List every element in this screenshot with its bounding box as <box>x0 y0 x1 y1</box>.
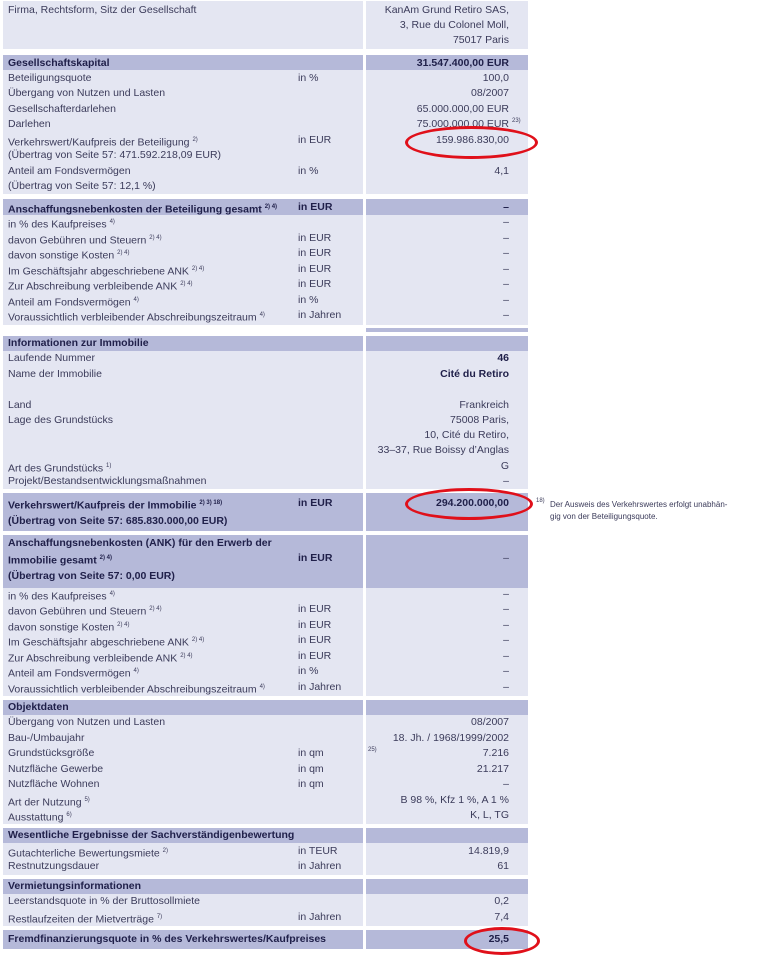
list-item-unit: in Jahren <box>298 309 342 321</box>
beteiligungsquote-unit: in % <box>298 72 319 84</box>
list-item-unit: in qm <box>298 763 324 775</box>
list-item-value: – <box>503 263 509 275</box>
list-item-unit: in qm <box>298 747 324 759</box>
grundstueck-footnote: 25) <box>368 747 377 753</box>
verkehrswert-beteiligung-unit: in EUR <box>298 134 332 146</box>
list-item: Art der Nutzung $^{5)}$ <box>8 796 90 809</box>
anteil-fondsvermoegen-unit: in % <box>298 165 319 177</box>
list-item-value: – <box>503 247 509 259</box>
list-item-value: – <box>503 588 509 600</box>
highlight-ellipse-fremdfinanzierung <box>464 927 540 955</box>
lage-line-2: 10, Cité du Retiro, <box>424 429 509 441</box>
list-item: in % des Kaufpreises $^{4)}$ <box>8 590 115 603</box>
uebergang-value: 08/2007 <box>471 87 509 99</box>
highlight-ellipse-verkehrswert <box>405 488 533 520</box>
lage-label: Lage des Grundstücks <box>8 414 114 426</box>
art-grundstueck-value: G <box>500 460 509 472</box>
list-item: Restnutzungsdauer <box>8 860 100 872</box>
list-item-value: – <box>503 309 509 321</box>
laufende-nummer-label: Laufende Nummer <box>8 352 95 364</box>
list-item: Restlaufzeiten der Mietverträge $^{7)}$ <box>8 913 163 926</box>
list-item: davon sonstige Kosten $^{2) 4)}$ <box>8 621 130 634</box>
ank-immobilie-title-2: Immobilie gesamt $^{2) 4)}$ <box>8 554 112 567</box>
list-item-unit: in EUR <box>298 263 332 275</box>
verkehrswert-note-line-2: gig von der Beteiligungsquote. <box>550 512 658 521</box>
list-item-unit: in % <box>298 294 319 306</box>
list-item: davon sonstige Kosten $^{2) 4)}$ <box>8 249 130 262</box>
list-item: Im Geschäftsjahr abgeschriebene ANK $^{2) 4)}$ <box>8 636 205 649</box>
ank-immobilie-value: – <box>503 552 509 564</box>
verkehrswert-beteiligung-value: 159.986.830,00 <box>436 134 509 146</box>
land-value: Frankreich <box>459 399 509 411</box>
art-grundstueck-label: Art des Grundstücks $^{1)}$ <box>8 462 112 475</box>
list-item: Im Geschäftsjahr abgeschriebene ANK $^{2) 4)}$ <box>8 265 205 278</box>
sachverstaendige-title: Wesentliche Ergebnisse der Sachverständigenbewertung <box>8 829 295 841</box>
list-item-unit: in EUR <box>298 603 332 615</box>
uebertrag-anteil: (Übertrag von Seite 57: 12,1 %) <box>8 180 156 192</box>
list-item-value: – <box>503 216 509 228</box>
verkehrswert-immobilie-value: 294.200.000,00 <box>436 497 509 509</box>
list-item-unit: in Jahren <box>298 911 342 923</box>
land-label: Land <box>8 399 32 411</box>
ank-beteiligung-value: – <box>503 201 509 213</box>
darlehen-footnote: 23) <box>512 118 521 124</box>
list-item-value: – <box>503 681 509 693</box>
gesellschafterdarlehen-label: Gesellschafterdarlehen <box>8 103 116 115</box>
list-item: Grundstücksgröße <box>8 747 95 759</box>
name-immobilie-label: Name der Immobilie <box>8 368 102 380</box>
verkehrswert-footnote-marker: 18) <box>536 498 545 504</box>
beteiligungsquote-value: 100,0 <box>482 72 509 84</box>
list-item-unit: in EUR <box>298 247 332 259</box>
laufende-nummer-value: 46 <box>497 352 509 364</box>
immobilie-title: Informationen zur Immobilie <box>8 337 149 349</box>
list-item: Voraussichtlich verbleibender Abschreibungszeitraum $^{4)}$ <box>8 683 265 696</box>
list-item-unit: in EUR <box>298 619 332 631</box>
anteil-fondsvermoegen-value: 4,1 <box>494 165 509 177</box>
lage-line-3: 33–37, Rue Boissy d’Anglas <box>377 444 509 456</box>
list-item-value: 08/2007 <box>471 716 509 728</box>
list-item: davon Gebühren und Steuern $^{2) 4)}$ <box>8 234 162 247</box>
darlehen-value: 75.000.000,00 EUR <box>416 118 509 130</box>
list-item-value: 7,4 <box>494 911 509 923</box>
list-item-value: – <box>503 603 509 615</box>
list-item-value: 61 <box>497 860 509 872</box>
fremdfinanzierung-value: 25,5 <box>488 933 509 945</box>
list-item: Voraussichtlich verbleibender Abschreibungszeitraum $^{4)}$ <box>8 311 265 324</box>
list-item-unit: in TEUR <box>298 845 338 857</box>
list-item-value: 14.819,9 <box>468 845 509 857</box>
list-item-value: – <box>503 634 509 646</box>
list-item: Anteil am Fondsvermögen $^{4)}$ <box>8 667 139 680</box>
list-item-unit: in % <box>298 665 319 677</box>
list-item-value: 21.217 <box>476 763 509 775</box>
gesellschaftskapital-title: Gesellschaftskapital <box>8 57 110 69</box>
uebergang-label: Übergang von Nutzen und Lasten <box>8 87 166 99</box>
verkehrswert-immobilie-title: Verkehrswert/Kaufpreis der Immobilie $^{2) 3) 18)}$ <box>8 499 223 512</box>
list-item-unit: in EUR <box>298 634 332 646</box>
list-item-value: – <box>503 650 509 662</box>
list-item-value: – <box>503 294 509 306</box>
anteil-fondsvermoegen-label: Anteil am Fondsvermögen <box>8 165 131 177</box>
list-item-value: 0,2 <box>494 895 509 907</box>
vermietung-title: Vermietungsinformationen <box>8 880 142 892</box>
list-item: in % des Kaufpreises $^{4)}$ <box>8 218 115 231</box>
highlight-ellipse-beteiligung <box>405 126 538 159</box>
ank-immobilie-unit: in EUR <box>298 552 333 564</box>
list-item: davon Gebühren und Steuern $^{2) 4)}$ <box>8 605 162 618</box>
list-item: Nutzfläche Gewerbe <box>8 763 104 775</box>
lage-line-1: 75008 Paris, <box>450 414 509 426</box>
firma-line-3: 75017 Paris <box>452 34 509 46</box>
firma-line-1: KanAm Grund Retiro SAS, <box>384 4 509 16</box>
fremdfinanzierung-title: Fremdfinanzierungsquote in % des Verkehrswertes/Kaufpreises <box>8 933 327 945</box>
list-item-value: 18. Jh. / 1968/1999/2002 <box>392 732 509 744</box>
list-item-value: – <box>503 232 509 244</box>
list-item: Anteil am Fondsvermögen $^{4)}$ <box>8 296 139 309</box>
darlehen-label: Darlehen <box>8 118 51 130</box>
gesellschaftskapital-value: 31.547.400,00 EUR <box>416 57 509 69</box>
list-item: Nutzfläche Wohnen <box>8 778 100 790</box>
gesellschafterdarlehen-value: 65.000.000,00 EUR <box>416 103 509 115</box>
list-item: Gutachterliche Bewertungsmiete $^{2)}$ <box>8 847 169 860</box>
ank-beteiligung-title: Anschaffungsnebenkosten der Beteiligung gesamt $^{2) 4)}$ <box>8 203 278 216</box>
projekt-value: – <box>503 475 509 487</box>
ank-immobilie-uebertrag: (Übertrag von Seite 57: 0,00 EUR) <box>8 570 175 582</box>
firma-label: Firma, Rechtsform, Sitz der Gesellschaft <box>8 4 197 16</box>
list-item-unit: in EUR <box>298 232 332 244</box>
list-item-value: – <box>503 619 509 631</box>
ank-beteiligung-unit: in EUR <box>298 201 333 213</box>
objektdaten-title: Objektdaten <box>8 701 69 713</box>
list-item: Zur Abschreibung verbleibende ANK $^{2) 4)}$ <box>8 652 193 665</box>
verkehrswert-note-line-1: Der Ausweis des Verkehrswertes erfolgt unabhän- <box>550 500 728 509</box>
list-item-unit: in Jahren <box>298 860 342 872</box>
list-item-unit: in EUR <box>298 278 332 290</box>
verkehrswert-beteiligung-label: Verkehrswert/Kaufpreis der Beteiligung $^{2)}$ <box>8 136 198 149</box>
list-item: Zur Abschreibung verbleibende ANK $^{2) 4)}$ <box>8 280 193 293</box>
list-item-value: – <box>503 778 509 790</box>
list-item-value: K, L, TG <box>470 809 509 821</box>
list-item-value: – <box>503 665 509 677</box>
verkehrswert-immobilie-unit: in EUR <box>298 497 333 509</box>
list-item: Leerstandsquote in % der Bruttosollmiete <box>8 895 201 907</box>
list-item: Bau-/Umbaujahr <box>8 732 85 744</box>
list-item-unit: in EUR <box>298 650 332 662</box>
projekt-label: Projekt/Bestandsentwicklungsmaßnahmen <box>8 475 207 487</box>
list-item: Übergang von Nutzen und Lasten <box>8 716 166 728</box>
ank-immobilie-title-1: Anschaffungsnebenkosten (ANK) für den Erwerb der <box>8 537 272 549</box>
list-item-unit: in qm <box>298 778 324 790</box>
firma-line-2: 3, Rue du Colonel Moll, <box>399 19 509 31</box>
list-item-value: – <box>503 278 509 290</box>
list-item-value: B 98 %, Kfz 1 %, A 1 % <box>400 794 509 806</box>
verkehrswert-immobilie-uebertrag: (Übertrag von Seite 57: 685.830.000,00 EUR) <box>8 515 228 527</box>
list-item: Ausstattung $^{6)}$ <box>8 811 72 824</box>
beteiligungsquote-label: Beteiligungsquote <box>8 72 92 84</box>
list-item-unit: in Jahren <box>298 681 342 693</box>
name-immobilie-value: Cité du Retiro <box>440 368 509 380</box>
uebertrag-beteiligung: (Übertrag von Seite 57: 471.592.218,09 EUR) <box>8 149 222 161</box>
list-item-value: 7.216 <box>482 747 509 759</box>
